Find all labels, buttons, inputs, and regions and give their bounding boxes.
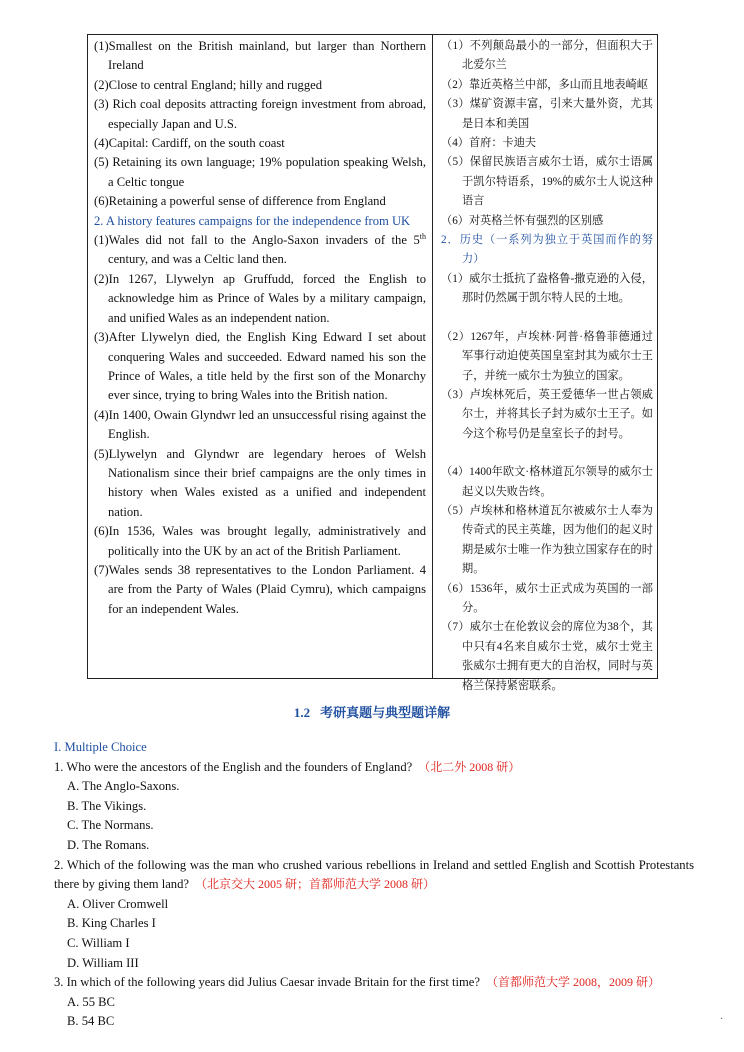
en-history-row-7: (7)Wales sends 38 representatives to the London Parliament. 4 are from the Party of Wales (Plaid Cymru), which campaigns for an independent Wales. bbox=[94, 562, 426, 616]
zh-history-row-7: （7）威尔士在伦敦议会的席位为38个，其中只有4名来自威尔士党，威尔士党主张威尔士拥有更大的自治权，同时与英格兰保持紧密联系。 bbox=[441, 621, 653, 692]
en-row-1: (1)Smallest on the British mainland, but larger than Northern Ireland bbox=[94, 39, 426, 73]
question-2-option-d: D. William III bbox=[67, 955, 139, 970]
question-3-option-a: A. 55 BC bbox=[67, 994, 115, 1009]
zh-row-5: （5）保留民族语言威尔士语，威尔士语属于凯尔特语系，19%的威尔士人说这种语言 bbox=[441, 156, 653, 208]
zh-history-heading: 2．历史（一系列为独立于英国而作的努力） bbox=[441, 234, 653, 266]
en-history-row-2: (2)In 1267, Llywelyn ap Gruffudd, forced the English to acknowledge him as Prince of Wales by a military campaign, and unified Wales as an independent nation. bbox=[94, 271, 426, 325]
zh-history-row-4: （4）1400年欧文·格林道瓦尔领导的威尔士起义以失败告终。 bbox=[441, 466, 653, 498]
question-2-option-c: C. William I bbox=[67, 935, 130, 950]
en-row-3: (3) Rich coal deposits attracting foreign investment from abroad, especially Japan and U.S. bbox=[94, 97, 426, 131]
part-title: I. Multiple Choice bbox=[54, 740, 147, 754]
question-1-source: （北二外 2008 研） bbox=[418, 759, 521, 774]
en-history-row-4: (4)In 1400, Owain Glyndwr led an unsuccessful rising against the English. bbox=[94, 407, 426, 442]
zh-row-6: （6）对英格兰怀有强烈的区别感 bbox=[441, 214, 604, 227]
question-2-option-a: A. Oliver Cromwell bbox=[67, 896, 169, 911]
en-history-row-1 bbox=[94, 231, 426, 270]
chinese-column bbox=[433, 35, 657, 692]
zh-row-2: （2）靠近英格兰中部，多山而且地表崎岖 bbox=[441, 78, 648, 91]
en-history-heading: 2. A history features campaigns for the independence from UK bbox=[94, 213, 411, 228]
section-heading bbox=[0, 702, 744, 721]
zh-history-row-1: （1）威尔士抵抗了盎格鲁-撒克逊的入侵，那时仍然属于凯尔特人民的土地。 bbox=[441, 272, 653, 305]
zh-history-row-2: （2）1267年，卢埃林·阿普·格鲁菲德通过军事行动迫使英国皇室封其为威尔士王子，并统一威尔士为独立的国家。 bbox=[441, 330, 653, 382]
section-title: 考研真题与典型题详解 bbox=[320, 706, 451, 721]
question-1-option-c: C. The Normans. bbox=[67, 818, 154, 833]
en-history-row-1-sup: th bbox=[419, 231, 426, 241]
zh-row-1: （1）不列颠岛最小的一部分，但面积大于北爱尔兰 bbox=[441, 40, 653, 72]
en-history-row-3: (3)After Llywelyn died, the English King Edward I set about conquering Wales and succeeded. Edward named his son the Prince of Wales, a title held by the first son of the Monarchy ever since, trying to bring Wales into the British nation. bbox=[94, 330, 426, 403]
question-2 bbox=[54, 856, 694, 895]
questions-block bbox=[54, 738, 694, 1032]
zh-history-row-3: （3）卢埃林死后，英王爱德华一世占领威尔士，并将其长子封为威尔士王子。如今这个称号仍是皇室长子的封号。 bbox=[441, 388, 653, 440]
question-1-option-d: D. The Romans. bbox=[67, 837, 150, 852]
question-1-option-b: B. The Vikings. bbox=[67, 798, 147, 813]
english-column bbox=[88, 35, 433, 678]
question-1-option-a: A. The Anglo-Saxons. bbox=[67, 779, 180, 794]
question-2-option-b: B. King Charles I bbox=[67, 916, 156, 931]
question-2-source: （北京交大 2005 研；首都师范大学 2008 研） bbox=[195, 877, 436, 892]
en-row-4: (4)Capital: Cardiff, on the south coast bbox=[94, 136, 285, 151]
en-history-row-5: (5)Llywelyn and Glyndwr are legendary heroes of Welsh Nationalism since their brief campaigns are the only times in history when Wales existed as a unified and independent nation. bbox=[94, 446, 426, 519]
question-3-option-b: B. 54 BC bbox=[67, 1014, 115, 1029]
question-3 bbox=[54, 973, 694, 993]
en-history-row-1-post: century, and was a Celtic land then. bbox=[108, 252, 287, 267]
wales-facts-table bbox=[87, 34, 658, 692]
zh-row-4: （4）首府：卡迪夫 bbox=[441, 137, 537, 150]
en-row-2: (2)Close to central England; hilly and rugged bbox=[94, 77, 323, 92]
question-2-text: 2. Which of the following was the man who crushed various rebellions in Ireland and settled English and Scottish Protestants there by giving them land? bbox=[54, 857, 694, 892]
question-1-text: 1. Who were the ancestors of the English and the founders of England? bbox=[54, 759, 413, 774]
question-1 bbox=[54, 758, 694, 778]
page-mark-dot: · bbox=[720, 1014, 724, 1025]
zh-row-3: （3）煤矿资源丰富，引来大量外资，尤其是日本和美国 bbox=[441, 98, 653, 130]
zh-history-row-6: （6）1536年，威尔士正式成为英国的一部分。 bbox=[441, 582, 653, 614]
section-number: 1.2 bbox=[293, 705, 311, 720]
en-row-5: (5) Retaining its own language; 19% population speaking Welsh, a Celtic tongue bbox=[94, 155, 426, 189]
en-history-row-1-pre: (1)Wales did not fall to the Anglo-Saxon invaders of the 5 bbox=[94, 233, 420, 248]
en-history-row-6: (6)In 1536, Wales was brought legally, administratively and politically into the UK by an act of the British Parliament. bbox=[94, 524, 426, 558]
en-row-6: (6)Retaining a powerful sense of difference from England bbox=[94, 194, 386, 209]
zh-history-row-5: （5）卢埃林和格林道瓦尔被威尔士人奉为传奇式的民主英雄，因为他们的起义时期是威尔士唯一作为独立国家存在的时期。 bbox=[441, 504, 653, 576]
question-3-text: 3. In which of the following years did Julius Caesar invade Britain for the first time? bbox=[54, 975, 480, 990]
question-3-source: （首都师范大学 2008，2009 研） bbox=[486, 975, 661, 990]
